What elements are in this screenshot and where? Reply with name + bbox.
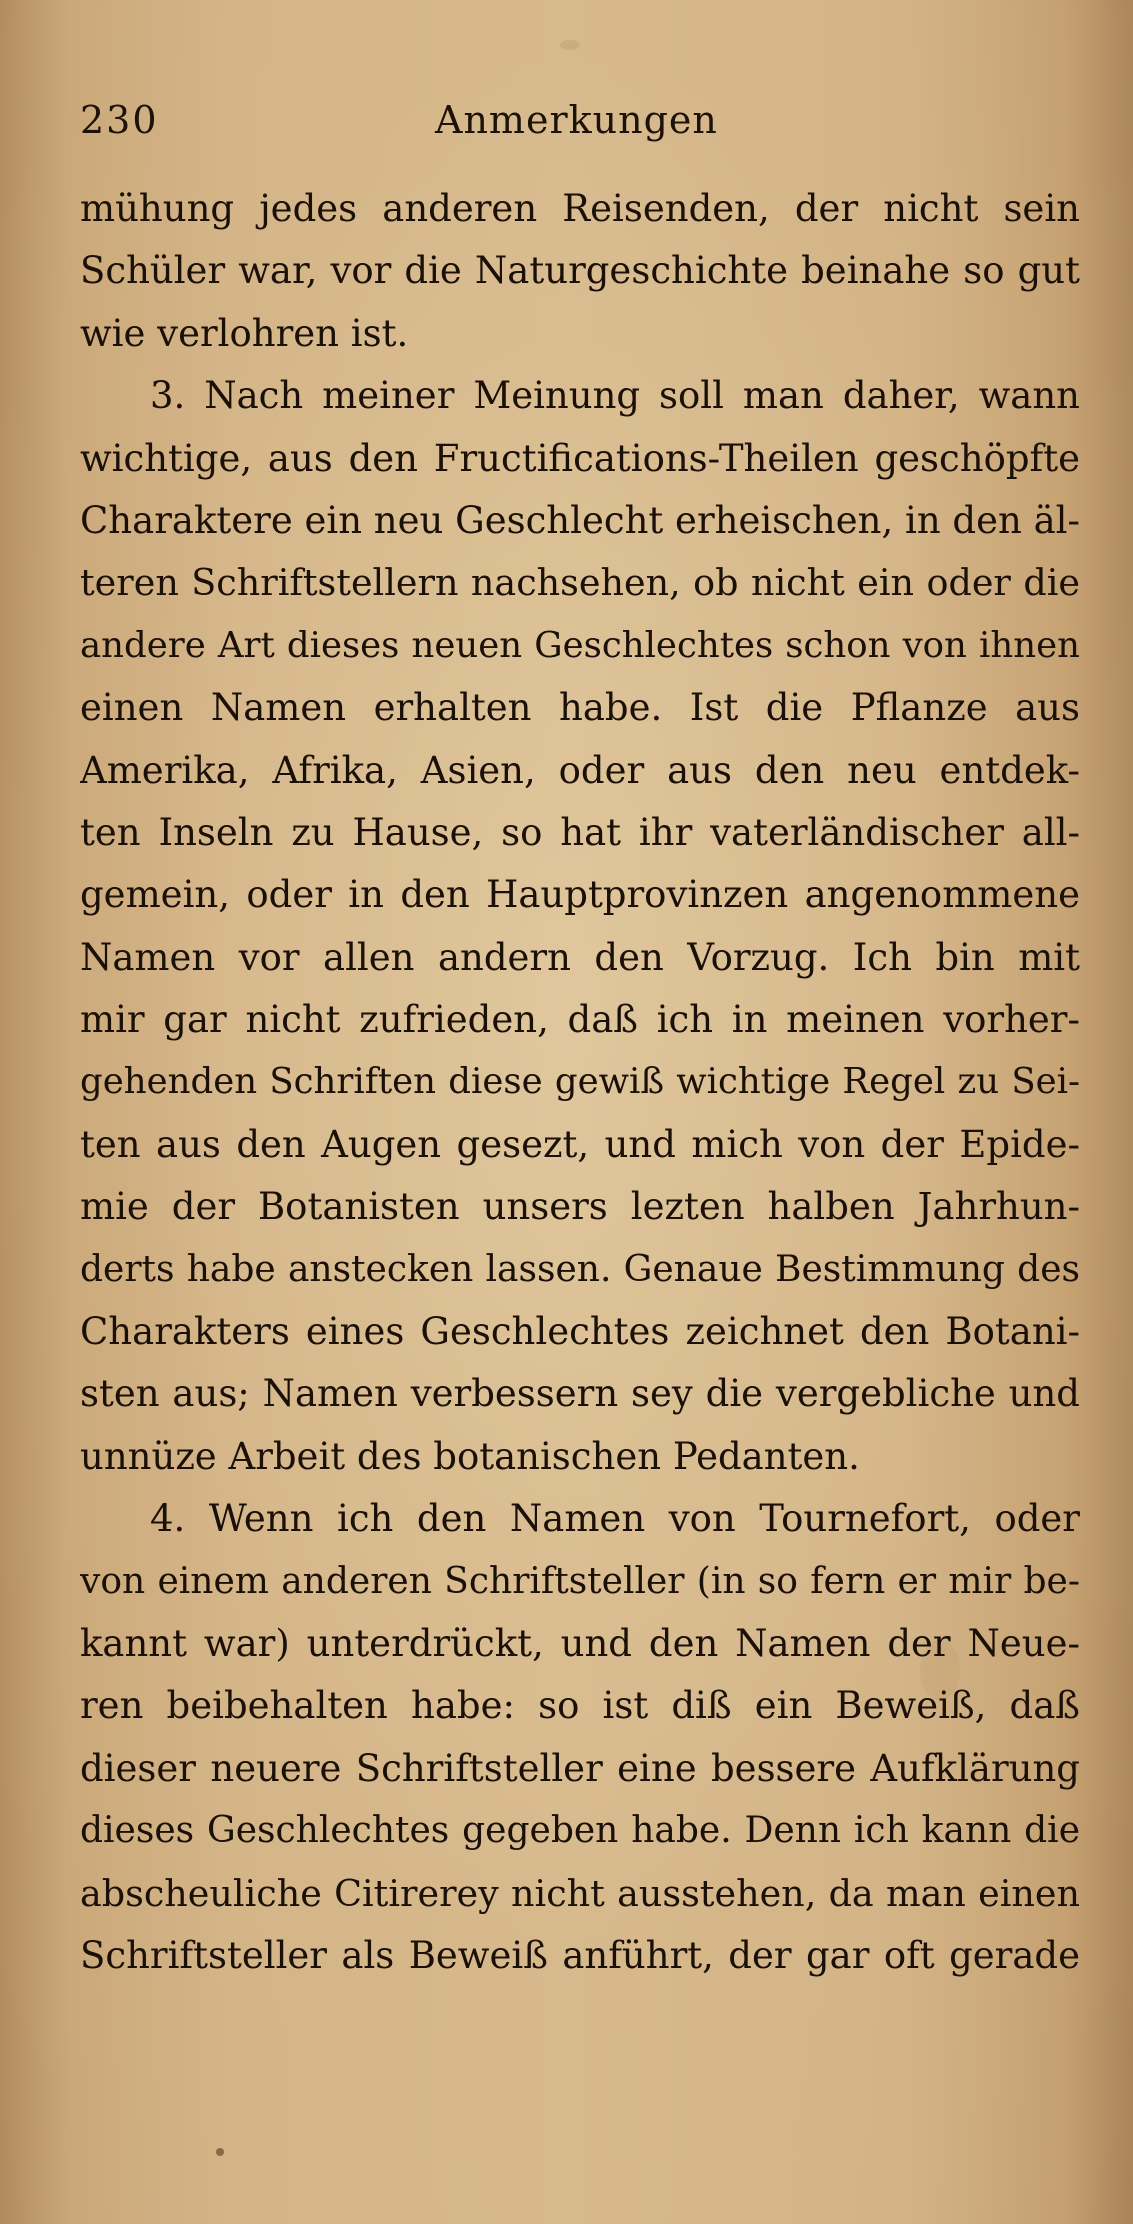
text-line: wichtige, aus den Fructifications-Theilen geschöpfte — [80, 436, 1080, 480]
text-line: unnüze Arbeit des botanischen Pedanten. — [80, 1434, 860, 1478]
text-line: derts habe anstecken lassen. Genaue Bestimmung des — [80, 1248, 1080, 1290]
text-line: kannt war) unterdrückt, und den Namen der Neue- — [80, 1621, 1080, 1665]
paragraph-4-start: 4. Wenn ich den Namen von Tournefort, oder — [150, 1497, 1080, 1541]
ink-speck — [216, 2148, 224, 2156]
text-line: ren beibehalten habe: so ist diß ein Beweiß, daß — [80, 1684, 1080, 1728]
text-line: gehenden Schriften diese gewiß wichtige Regel zu Sei- — [80, 1061, 1080, 1103]
text-line: ten aus den Augen gesezt, und mich von der Epide- — [80, 1122, 1080, 1166]
text-line: Schriftsteller als Beweiß anführt, der gar oft gerade — [80, 1933, 1080, 1977]
text-line: Schüler war, vor die Naturgeschichte beinahe so gut — [80, 249, 1080, 293]
text-line: mie der Botanisten unsers lezten halben Jahrhun- — [80, 1185, 1080, 1229]
text-line: dieser neuere Schriftsteller eine bessere Aufklärung — [80, 1746, 1080, 1790]
text-line: mühung jedes anderen Reisenden, der nicht sein — [80, 187, 1080, 230]
text-line: wie verlohren ist. — [80, 311, 409, 355]
text-line: sten aus; Namen verbessern sey die vergebliche und — [80, 1372, 1080, 1416]
text-line: Charakters eines Geschlechtes zeichnet den Botani- — [80, 1310, 1080, 1354]
text-line: von einem anderen Schriftsteller (in so fern er mir be- — [80, 1560, 1080, 1602]
text-line: abscheuliche Citirerey nicht ausstehen, da man einen — [80, 1871, 1080, 1915]
text-line: Amerika, Afrika, Asien, oder aus den neu entdek- — [80, 748, 1080, 792]
text-line: andere Art dieses neuen Geschlechtes schon von ihnen — [80, 624, 1080, 666]
page-number: 230 — [80, 98, 159, 142]
body-text — [80, 178, 1080, 1987]
text-line: mir gar nicht zufrieden, daß ich in meinen vorher- — [80, 998, 1080, 1042]
text-line: gemein, oder in den Hauptprovinzen angenommene — [80, 873, 1080, 917]
text-line: Namen vor allen andern den Vorzug. Ich bin mit — [80, 935, 1080, 979]
text-line: einen Namen erhalten habe. Ist die Pflanze aus — [80, 686, 1080, 730]
running-head: Anmerkungen — [435, 98, 718, 142]
paper-stain — [560, 40, 580, 50]
text-line: Charaktere ein neu Geschlecht erheischen, in den äl- — [80, 498, 1080, 542]
text-line: dieses Geschlechtes gegeben habe. Denn ich kann die — [80, 1810, 1080, 1852]
text-line: teren Schriftstellern nachsehen, ob nicht ein oder die — [80, 561, 1080, 605]
page-header — [80, 98, 1080, 158]
paragraph-3-start: 3. Nach meiner Meinung soll man daher, wann — [150, 374, 1080, 418]
text-line: ten Inseln zu Hause, so hat ihr vaterländischer all- — [80, 810, 1080, 854]
